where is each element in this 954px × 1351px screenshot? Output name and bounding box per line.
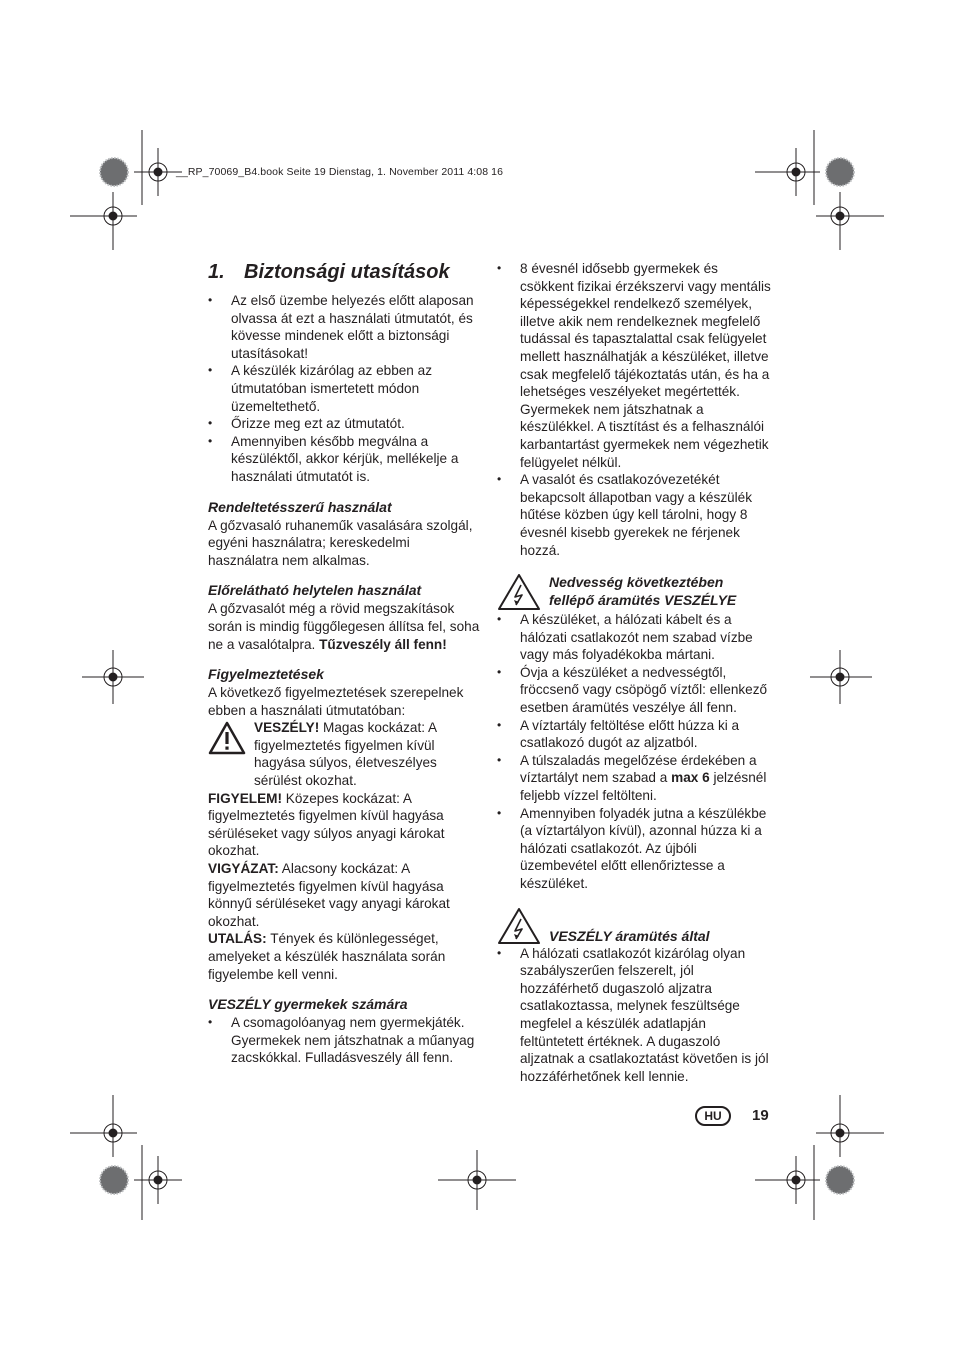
section-title-text: Biztonsági utasítások bbox=[244, 261, 450, 283]
intended-use-heading: Rendeltetésszerű használat bbox=[208, 498, 392, 515]
registration-target-icon bbox=[816, 1095, 864, 1157]
careful-label: VIGYÁZAT: bbox=[208, 861, 279, 877]
list-item: • Amennyiben folyadék jutna a készülékbe (a víztartályon kívül), azonnal húzza ki a hálózati csatlakozót. Az újbóli üzembevétel előtt ellenőriztesse a készüléket. bbox=[497, 805, 771, 893]
electric-danger-heading-row bbox=[497, 907, 771, 945]
registration-target-icon bbox=[89, 192, 137, 250]
registration-target-icon bbox=[816, 192, 864, 250]
misuse-paragraph bbox=[208, 600, 480, 653]
children-danger-heading: VESZÉLY gyermekek számára bbox=[208, 996, 408, 1013]
moisture-danger-heading-row bbox=[497, 573, 771, 611]
note-text: Tények és különlegességet, amelyeket a készülék használata során figyelembe kell venni. bbox=[208, 931, 446, 982]
caution-text: Közepes kockázat: A figyelmeztetés figyelmen kívül hagyása sérüléseket vagy súlyos anyagi károkat okozhat. bbox=[208, 790, 445, 859]
registration-target-icon bbox=[89, 1095, 137, 1157]
fire-hazard-note: Tűzveszély áll fenn! bbox=[319, 636, 447, 652]
registration-target-icon bbox=[755, 148, 820, 196]
intro-bullet-list bbox=[208, 292, 480, 486]
list-item: • A csomagolóanyag nem gyermekjáték. Gyermekek nem játszhatnak a műanyag zacskókkal. Fulladásveszély áll fenn. bbox=[208, 1014, 480, 1067]
caution-label: FIGYELEM! bbox=[208, 790, 283, 806]
list-item: • Őrizze meg ezt az útmutatót. bbox=[208, 415, 480, 433]
caution-definition bbox=[208, 790, 480, 860]
misuse-heading: Előrelátható helytelen használat bbox=[208, 582, 422, 599]
registration-target-icon bbox=[134, 1156, 182, 1204]
registration-target-icon bbox=[755, 1156, 820, 1204]
registration-target-icon bbox=[810, 650, 872, 704]
danger-text: Magas kockázat: A figyelmeztetés figyelmen kívül hagyása súlyos, életveszélyes sérülést okozhat. bbox=[254, 720, 437, 789]
list-item: • A vasalót és csatlakozóvezetékét bekapcsolt állapotban vagy a készülék hűtése közben úgy kell tárolni, hogy 8 évesnél kisebb gyerekek ne férjenek hozzá. bbox=[497, 471, 771, 559]
children-bullet-list bbox=[208, 1014, 480, 1067]
intended-use-text: A gőzvasaló ruhaneműk vasalására szolgál, egyéni használatra; kereskedelmi használatra nem alkalmas. bbox=[208, 517, 473, 568]
section-number: 1. bbox=[208, 261, 225, 283]
careful-definition bbox=[208, 860, 480, 930]
list-item: • A készüléket, a hálózati kábelt és a hálózati csatlakozót nem szabad vízbe vagy más folyadékokba mártani. bbox=[497, 611, 771, 664]
electric-hazard-icon bbox=[497, 573, 541, 611]
list-item-text: jelzésnél feljebb vízzel feltölteni. bbox=[520, 770, 767, 804]
warnings-intro: A következő figyelmeztetések szerepelnek ebben a használati útmutatóban: bbox=[208, 685, 464, 718]
misuse-text: A gőzvasalót még a rövid megszakítások során is mindig függőlegesen állítsa fel, soha ne a vasalótalpra. bbox=[208, 601, 480, 652]
list-item: • Amennyiben később megválna a készüléktől, akkor kérjük, mellékelje a használati útmutatót is. bbox=[208, 433, 480, 486]
color-target-icon bbox=[826, 1166, 854, 1194]
language-badge: HU bbox=[695, 1106, 731, 1126]
moisture-danger-heading: Nedvesség következtében fellépő áramütés VESZÉLYE bbox=[549, 574, 737, 609]
registration-target-icon bbox=[438, 1150, 516, 1210]
list-item: • A víztartály feltöltése előtt húzza ki a csatlakozó dugót az aljzatból. bbox=[497, 717, 771, 752]
registration-target-icon bbox=[82, 650, 144, 704]
book-file-info: __RP_70069_B4.book Seite 19 Dienstag, 1. November 2011 4:08 16 bbox=[176, 166, 504, 178]
color-target-icon bbox=[826, 158, 854, 186]
section-title bbox=[208, 260, 480, 284]
electric-danger-heading: VESZÉLY áramütés által bbox=[549, 927, 710, 944]
page-number: 19 bbox=[752, 1107, 769, 1124]
left-column bbox=[208, 260, 480, 1067]
color-target-icon bbox=[100, 1166, 128, 1194]
moisture-bullet-list bbox=[497, 611, 771, 893]
max-level-value: max 6 bbox=[671, 770, 710, 786]
list-item-text: A túlszaladás megelőzése érdekében a víztartályt nem szabad a bbox=[520, 752, 757, 786]
right-column bbox=[497, 260, 771, 1085]
registration-target-icon bbox=[134, 148, 182, 196]
note-label: UTALÁS: bbox=[208, 931, 267, 947]
list-item: • Az első üzembe helyezés előtt alaposan olvassa át ezt a használati útmutatót, és kövesse mindenek előtt a biztonsági utasításokat! bbox=[208, 292, 480, 362]
list-item: • A hálózati csatlakozót kizárólag olyan szabályszerűen felszerelt, jól hozzáférhető dugaszoló aljzatra csatlakoztassa, melynek feszültsége megfelel a készülék adatlapján feltüntetett értéknek. A dugaszoló aljzatnak a csatlakoztatást követően is jól hozzáférhetőnek kell lennie. bbox=[497, 945, 771, 1086]
danger-definition bbox=[208, 719, 480, 789]
electric-bullet-list bbox=[497, 945, 771, 1086]
list-item bbox=[497, 752, 771, 805]
careful-text: Alacsony kockázat: A figyelmeztetés figyelmen kívül hagyása könnyű sérüléseket vagy anyagi károkat okozhat. bbox=[208, 861, 450, 929]
list-item: • 8 évesnél idősebb gyermekek és csökkent fizikai érzékszervi vagy mentális képességekkel rendelkező személyek, illetve akik nem rendelkeznek megfelelő tudással és tapasztalattal csak felügyelet mellett használhatják a készüléket, illetve csak megfelelő tájékoztatás után, és ha a lehetséges veszélyeket megértették. Gyermekek nem játszhatnak a készülékkel. A tisztítást és a felhasználói karbantartást gyermekek nem végezhetik felügyelet nélkül. bbox=[497, 260, 771, 471]
color-target-icon bbox=[100, 158, 128, 186]
electric-hazard-icon bbox=[497, 907, 541, 945]
children-continued-bullet-list bbox=[497, 260, 771, 559]
list-item: • A készülék kizárólag az ebben az útmutatóban ismertetett módon üzemeltethető. bbox=[208, 362, 480, 415]
danger-label: VESZÉLY! bbox=[254, 720, 320, 736]
warning-triangle-icon bbox=[208, 721, 246, 755]
list-item: • Óvja a készüléket a nedvességtől, fröccsenő vagy csöpögő víztől: ellenkező esetben áramütés veszélye áll fenn. bbox=[497, 664, 771, 717]
note-definition bbox=[208, 930, 480, 983]
warnings-heading: Figyelmeztetések bbox=[208, 666, 324, 683]
